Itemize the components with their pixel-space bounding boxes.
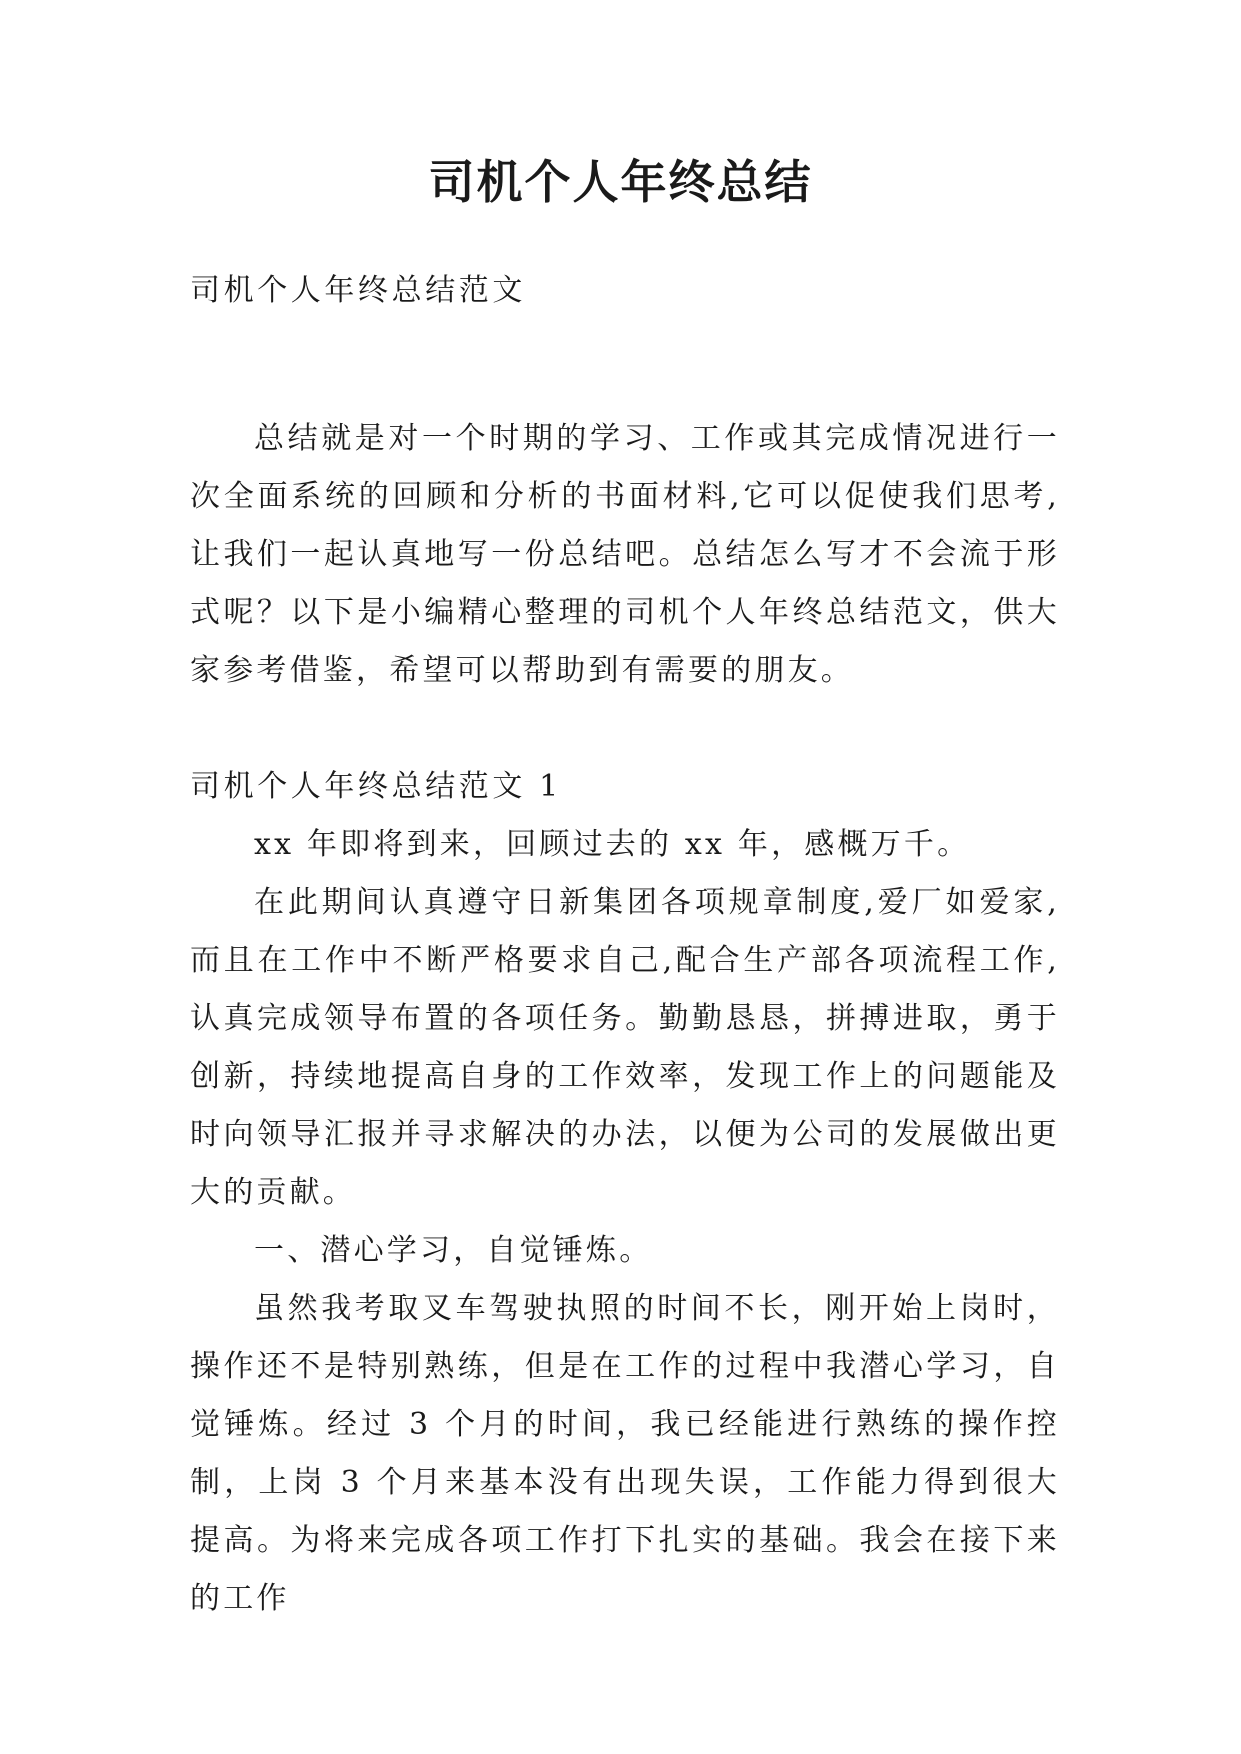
document-title: 司机个人年终总结 xyxy=(428,155,813,209)
document-subtitle: 司机个人年终总结范文 xyxy=(190,273,526,308)
section-heading: 司机个人年终总结范文 1 xyxy=(190,769,562,804)
intro-paragraph: 总结就是对一个时期的学习、工作或其完成情况进行一次全面系统的回顾和分析的书面材料,它可以促使我们思考,让我们一起认真地写一份总结吧。总结怎么写才不会流于形式呢？以下是小编精心整理的司机个人年终总结范文，供大家参考借鉴，希望可以帮助到有需要的朋友。 xyxy=(190,421,1060,688)
body-paragraph-4: 虽然我考取叉车驾驶执照的时间不长，刚开始上岗时，操作还不是特别熟练，但是在工作的过程中我潜心学习，自觉锤炼。经过 3 个月的时间，我已经能进行熟练的操作控制，上岗 3 个月来基本没有出现失误，工作能力得到很大提高。为将来完成各项工作打下扎实的基础。我会在接下来的工作 xyxy=(190,1291,1060,1616)
body-paragraph-3: 一、潜心学习，自觉锤炼。 xyxy=(254,1233,653,1268)
body-paragraph-2: 在此期间认真遵守日新集团各项规章制度,爱厂如爱家,而且在工作中不断严格要求自己,配合生产部各项流程工作,认真完成领导布置的各项任务。勤勤恳恳，拼搏进取，勇于创新，持续地提高自身的工作效率，发现工作上的问题能及时向领导汇报并寻求解决的办法，以便为公司的发展做出更大的贡献。 xyxy=(190,885,1060,1210)
body-paragraph-1: xx 年即将到来，回顾过去的 xx 年，感概万千。 xyxy=(254,827,971,862)
